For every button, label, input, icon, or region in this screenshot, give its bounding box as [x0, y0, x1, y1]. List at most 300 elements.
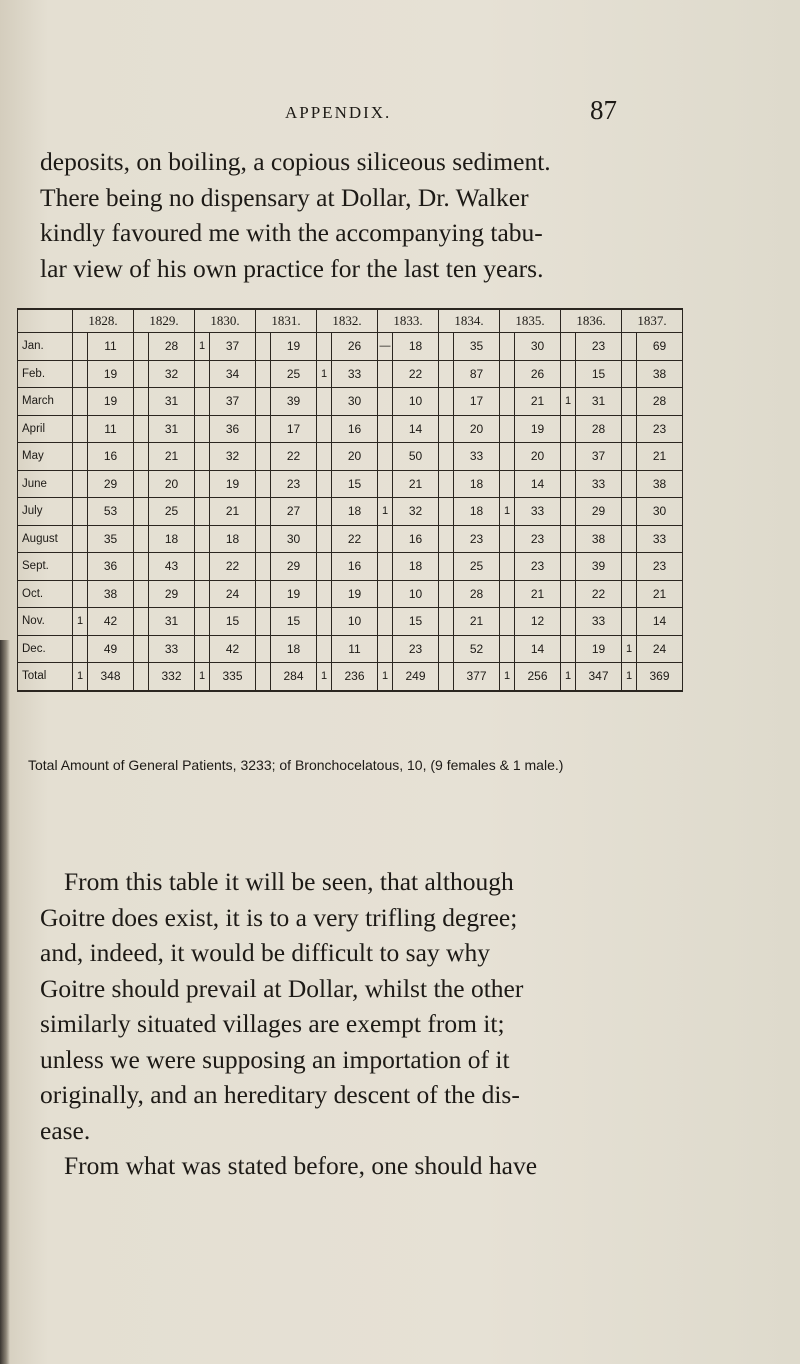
goitre-count-cell — [195, 580, 210, 608]
goitre-count-cell — [378, 388, 393, 416]
patient-count-cell: 30 — [637, 498, 683, 526]
goitre-count-cell — [317, 333, 332, 361]
patient-count-cell: 33 — [576, 470, 622, 498]
goitre-count-cell — [439, 443, 454, 471]
goitre-count-cell: 1 — [317, 360, 332, 388]
patient-count-cell: 31 — [149, 388, 195, 416]
patient-count-cell: 69 — [637, 333, 683, 361]
goitre-count-cell — [561, 553, 576, 581]
patient-count-cell: 28 — [454, 580, 500, 608]
patient-count-cell: 33 — [576, 608, 622, 636]
goitre-count-cell — [500, 388, 515, 416]
total-row — [18, 663, 683, 691]
month-row — [18, 443, 683, 471]
patient-count-cell: 22 — [576, 580, 622, 608]
goitre-count-cell — [256, 333, 271, 361]
patient-count-cell: 18 — [393, 553, 439, 581]
goitre-count-cell — [134, 443, 149, 471]
table-caption: Total Amount of General Patients, 3233; of Bronchocelatous, 10, (9 females & 1 male.) — [28, 757, 564, 773]
goitre-count-cell — [73, 553, 88, 581]
goitre-count-cell — [134, 388, 149, 416]
goitre-count-cell: 1 — [378, 498, 393, 526]
goitre-count-cell — [622, 498, 637, 526]
goitre-count-cell — [500, 333, 515, 361]
intro-paragraph — [40, 144, 551, 286]
patient-count-cell: 249 — [393, 663, 439, 691]
year-header: 1837. — [622, 309, 683, 333]
patient-count-cell: 236 — [332, 663, 378, 691]
patient-count-cell: 10 — [393, 580, 439, 608]
text-line: From this table it will be seen, that although — [64, 867, 514, 896]
year-header: 1835. — [500, 309, 561, 333]
goitre-count-cell — [256, 580, 271, 608]
goitre-count-cell — [195, 415, 210, 443]
patient-count-cell: 21 — [454, 608, 500, 636]
patient-count-cell: 23 — [515, 525, 561, 553]
goitre-count-cell — [195, 443, 210, 471]
goitre-count-cell — [378, 415, 393, 443]
goitre-count-cell — [439, 415, 454, 443]
patient-count-cell: 18 — [454, 498, 500, 526]
patient-count-cell: 19 — [271, 580, 317, 608]
year-header: 1832. — [317, 309, 378, 333]
year-header: 1834. — [439, 309, 500, 333]
book-spine-shadow — [0, 640, 10, 1364]
goitre-count-cell — [378, 360, 393, 388]
year-header: 1830. — [195, 309, 256, 333]
goitre-count-cell — [622, 415, 637, 443]
goitre-count-cell — [317, 608, 332, 636]
goitre-count-cell — [134, 525, 149, 553]
goitre-count-cell: 1 — [561, 388, 576, 416]
goitre-count-cell — [439, 553, 454, 581]
patient-count-cell: 17 — [454, 388, 500, 416]
goitre-count-cell — [317, 635, 332, 663]
goitre-count-cell: 1 — [500, 498, 515, 526]
patient-count-cell: 31 — [149, 608, 195, 636]
goitre-count-cell — [622, 360, 637, 388]
patient-count-cell: 15 — [332, 470, 378, 498]
patient-count-cell: 38 — [88, 580, 134, 608]
body-paragraph — [40, 864, 538, 1184]
month-row — [18, 415, 683, 443]
patient-count-cell: 30 — [271, 525, 317, 553]
year-header: 1836. — [561, 309, 622, 333]
patient-count-cell: 377 — [454, 663, 500, 691]
goitre-count-cell — [378, 525, 393, 553]
patient-count-cell: 369 — [637, 663, 683, 691]
text-line: From what was stated before, one should have — [64, 1151, 538, 1180]
goitre-count-cell — [256, 663, 271, 691]
patient-count-cell: 22 — [271, 443, 317, 471]
goitre-count-cell — [73, 415, 88, 443]
patient-count-cell: 21 — [515, 580, 561, 608]
goitre-count-cell — [73, 443, 88, 471]
patient-count-cell: 16 — [393, 525, 439, 553]
goitre-count-cell — [317, 525, 332, 553]
goitre-count-cell — [561, 360, 576, 388]
patient-count-cell: 29 — [88, 470, 134, 498]
text-line: and, indeed, it would be difficult to say why — [40, 938, 490, 967]
patient-count-cell: 31 — [576, 388, 622, 416]
patient-count-cell: 50 — [393, 443, 439, 471]
month-label: Jan. — [18, 333, 73, 361]
goitre-count-cell — [256, 608, 271, 636]
goitre-count-cell — [195, 388, 210, 416]
month-row — [18, 333, 683, 361]
goitre-count-cell — [134, 663, 149, 691]
month-label: Dec. — [18, 635, 73, 663]
patient-count-cell: 21 — [515, 388, 561, 416]
goitre-count-cell: 1 — [195, 333, 210, 361]
patient-count-cell: 11 — [88, 415, 134, 443]
goitre-count-cell — [73, 525, 88, 553]
goitre-count-cell — [500, 553, 515, 581]
year-header: 1828. — [73, 309, 134, 333]
month-label: May — [18, 443, 73, 471]
goitre-count-cell: — — [378, 333, 393, 361]
patient-count-cell: 34 — [210, 360, 256, 388]
patient-count-cell: 25 — [149, 498, 195, 526]
goitre-count-cell: 1 — [317, 663, 332, 691]
goitre-count-cell — [500, 580, 515, 608]
month-label: March — [18, 388, 73, 416]
year-header: 1831. — [256, 309, 317, 333]
text-line: deposits, on boiling, a copious siliceous sediment. — [40, 147, 551, 176]
patient-count-cell: 332 — [149, 663, 195, 691]
goitre-count-cell — [134, 635, 149, 663]
goitre-count-cell: 1 — [622, 663, 637, 691]
goitre-count-cell — [317, 415, 332, 443]
year-header: 1833. — [378, 309, 439, 333]
patient-count-cell: 23 — [454, 525, 500, 553]
month-row — [18, 635, 683, 663]
month-label: August — [18, 525, 73, 553]
goitre-count-cell: 1 — [500, 663, 515, 691]
goitre-count-cell — [561, 525, 576, 553]
goitre-count-cell — [256, 553, 271, 581]
patient-count-cell: 25 — [271, 360, 317, 388]
patient-count-cell: 43 — [149, 553, 195, 581]
patient-count-cell: 19 — [210, 470, 256, 498]
month-row — [18, 580, 683, 608]
month-label: Oct. — [18, 580, 73, 608]
goitre-count-cell — [378, 635, 393, 663]
goitre-count-cell — [439, 608, 454, 636]
goitre-count-cell — [256, 635, 271, 663]
patient-count-cell: 256 — [515, 663, 561, 691]
goitre-count-cell — [73, 470, 88, 498]
patient-count-cell: 26 — [332, 333, 378, 361]
patient-count-cell: 49 — [88, 635, 134, 663]
patient-count-cell: 28 — [637, 388, 683, 416]
text-line: lar view of his own practice for the last ten years. — [40, 253, 544, 283]
patient-count-cell: 38 — [637, 470, 683, 498]
goitre-count-cell — [134, 470, 149, 498]
patient-count-cell: 37 — [210, 333, 256, 361]
patient-count-cell: 18 — [454, 470, 500, 498]
goitre-count-cell — [378, 580, 393, 608]
goitre-count-cell — [622, 553, 637, 581]
goitre-count-cell — [561, 443, 576, 471]
patient-count-cell: 28 — [149, 333, 195, 361]
goitre-count-cell — [317, 498, 332, 526]
patient-count-cell: 11 — [332, 635, 378, 663]
goitre-count-cell — [378, 470, 393, 498]
patient-count-cell: 24 — [637, 635, 683, 663]
patient-count-cell: 33 — [332, 360, 378, 388]
patient-count-cell: 29 — [271, 553, 317, 581]
patient-count-cell: 23 — [393, 635, 439, 663]
goitre-count-cell — [439, 580, 454, 608]
goitre-count-cell — [500, 415, 515, 443]
patient-count-cell: 20 — [515, 443, 561, 471]
goitre-count-cell — [439, 635, 454, 663]
goitre-count-cell — [561, 333, 576, 361]
goitre-count-cell — [195, 498, 210, 526]
goitre-count-cell — [256, 415, 271, 443]
page-header — [0, 95, 800, 125]
patient-count-cell: 23 — [271, 470, 317, 498]
goitre-count-cell — [256, 360, 271, 388]
patient-count-cell: 18 — [332, 498, 378, 526]
goitre-count-cell — [622, 608, 637, 636]
patient-count-cell: 11 — [88, 333, 134, 361]
goitre-count-cell: 1 — [73, 663, 88, 691]
patient-count-cell: 21 — [149, 443, 195, 471]
goitre-count-cell — [622, 525, 637, 553]
text-line: similarly situated villages are exempt from it; — [40, 1009, 505, 1038]
year-header-row — [18, 309, 683, 333]
patient-count-cell: 335 — [210, 663, 256, 691]
patient-count-cell: 14 — [515, 470, 561, 498]
goitre-count-cell — [195, 635, 210, 663]
patient-count-cell: 20 — [454, 415, 500, 443]
goitre-count-cell — [73, 333, 88, 361]
patient-count-cell: 35 — [454, 333, 500, 361]
patient-count-cell: 87 — [454, 360, 500, 388]
goitre-count-cell — [561, 470, 576, 498]
patient-count-cell: 22 — [393, 360, 439, 388]
goitre-count-cell: 1 — [73, 608, 88, 636]
patient-count-cell: 19 — [515, 415, 561, 443]
goitre-count-cell — [378, 443, 393, 471]
patient-count-cell: 18 — [149, 525, 195, 553]
patient-count-cell: 28 — [576, 415, 622, 443]
patient-count-cell: 17 — [271, 415, 317, 443]
goitre-count-cell — [134, 498, 149, 526]
month-label: April — [18, 415, 73, 443]
goitre-count-cell — [73, 360, 88, 388]
patient-count-cell: 16 — [332, 553, 378, 581]
goitre-count-cell — [256, 443, 271, 471]
patient-count-cell: 36 — [88, 553, 134, 581]
patient-count-cell: 32 — [210, 443, 256, 471]
month-row — [18, 470, 683, 498]
patient-count-cell: 33 — [637, 525, 683, 553]
patient-count-cell: 33 — [149, 635, 195, 663]
goitre-count-cell — [134, 553, 149, 581]
goitre-count-cell — [317, 388, 332, 416]
goitre-count-cell — [622, 580, 637, 608]
goitre-count-cell — [439, 333, 454, 361]
goitre-count-cell — [500, 360, 515, 388]
patient-count-cell: 10 — [332, 608, 378, 636]
goitre-count-cell — [622, 388, 637, 416]
text-line: unless we were supposing an importation of it — [40, 1044, 510, 1074]
patients-table — [17, 308, 683, 692]
patient-count-cell: 15 — [576, 360, 622, 388]
patient-count-cell: 29 — [149, 580, 195, 608]
patient-count-cell: 33 — [515, 498, 561, 526]
patient-count-cell: 284 — [271, 663, 317, 691]
running-head: APPENDIX. — [285, 103, 392, 122]
patient-count-cell: 26 — [515, 360, 561, 388]
page-number: 87 — [590, 95, 617, 125]
goitre-count-cell — [195, 360, 210, 388]
text-line: There being no dispensary at Dollar, Dr. Walker — [40, 182, 529, 212]
patient-count-cell: 22 — [332, 525, 378, 553]
goitre-count-cell — [561, 415, 576, 443]
goitre-count-cell: 1 — [378, 663, 393, 691]
patient-count-cell: 37 — [210, 388, 256, 416]
patient-count-cell: 19 — [88, 388, 134, 416]
goitre-count-cell — [256, 470, 271, 498]
goitre-count-cell — [73, 388, 88, 416]
goitre-count-cell — [134, 415, 149, 443]
patient-count-cell: 23 — [637, 553, 683, 581]
patient-count-cell: 14 — [393, 415, 439, 443]
goitre-count-cell — [195, 608, 210, 636]
month-row — [18, 553, 683, 581]
goitre-count-cell — [195, 470, 210, 498]
month-label: Nov. — [18, 608, 73, 636]
patient-count-cell: 30 — [515, 333, 561, 361]
patient-count-cell: 27 — [271, 498, 317, 526]
month-row — [18, 388, 683, 416]
goitre-count-cell — [134, 360, 149, 388]
patient-count-cell: 15 — [271, 608, 317, 636]
goitre-count-cell — [439, 525, 454, 553]
patient-count-cell: 14 — [637, 608, 683, 636]
month-row — [18, 608, 683, 636]
patient-count-cell: 21 — [637, 443, 683, 471]
goitre-count-cell — [378, 608, 393, 636]
header-corner-cell — [18, 309, 73, 333]
patient-count-cell: 35 — [88, 525, 134, 553]
goitre-count-cell — [500, 635, 515, 663]
goitre-count-cell — [195, 525, 210, 553]
goitre-count-cell — [500, 608, 515, 636]
month-label: Sept. — [18, 553, 73, 581]
goitre-count-cell — [561, 608, 576, 636]
goitre-count-cell — [317, 443, 332, 471]
patient-count-cell: 10 — [393, 388, 439, 416]
goitre-count-cell — [134, 608, 149, 636]
patient-count-cell: 23 — [515, 553, 561, 581]
patient-count-cell: 20 — [149, 470, 195, 498]
goitre-count-cell — [561, 498, 576, 526]
patient-count-cell: 16 — [88, 443, 134, 471]
patient-count-cell: 31 — [149, 415, 195, 443]
patient-count-cell: 42 — [88, 608, 134, 636]
goitre-count-cell — [195, 553, 210, 581]
patient-count-cell: 30 — [332, 388, 378, 416]
patient-count-cell: 19 — [271, 333, 317, 361]
month-row — [18, 360, 683, 388]
goitre-count-cell — [317, 580, 332, 608]
patient-count-cell: 19 — [576, 635, 622, 663]
goitre-count-cell — [622, 443, 637, 471]
goitre-count-cell — [439, 498, 454, 526]
patient-count-cell: 38 — [576, 525, 622, 553]
goitre-count-cell — [439, 663, 454, 691]
goitre-count-cell — [439, 388, 454, 416]
month-row — [18, 498, 683, 526]
goitre-count-cell — [256, 388, 271, 416]
patient-count-cell: 23 — [637, 415, 683, 443]
goitre-count-cell — [439, 470, 454, 498]
goitre-count-cell — [317, 470, 332, 498]
text-line: kindly favoured me with the accompanying tabu- — [40, 218, 543, 247]
patient-count-cell: 39 — [271, 388, 317, 416]
goitre-count-cell — [378, 553, 393, 581]
patient-count-cell: 22 — [210, 553, 256, 581]
patient-count-cell: 16 — [332, 415, 378, 443]
patient-count-cell: 348 — [88, 663, 134, 691]
patient-count-cell: 23 — [576, 333, 622, 361]
patient-count-cell: 15 — [210, 608, 256, 636]
patient-count-cell: 38 — [637, 360, 683, 388]
text-line: originally, and an hereditary descent of the dis- — [40, 1080, 520, 1109]
patient-count-cell: 19 — [332, 580, 378, 608]
patient-count-cell: 20 — [332, 443, 378, 471]
patient-count-cell: 14 — [515, 635, 561, 663]
patient-count-cell: 12 — [515, 608, 561, 636]
goitre-count-cell — [134, 580, 149, 608]
month-label: July — [18, 498, 73, 526]
goitre-count-cell — [561, 580, 576, 608]
patient-count-cell: 347 — [576, 663, 622, 691]
patient-count-cell: 21 — [210, 498, 256, 526]
year-header: 1829. — [134, 309, 195, 333]
goitre-count-cell — [500, 470, 515, 498]
patient-count-cell: 39 — [576, 553, 622, 581]
goitre-count-cell — [256, 498, 271, 526]
goitre-count-cell — [500, 443, 515, 471]
goitre-count-cell — [439, 360, 454, 388]
month-row — [18, 525, 683, 553]
patient-count-cell: 18 — [393, 333, 439, 361]
patient-count-cell: 36 — [210, 415, 256, 443]
goitre-count-cell — [134, 333, 149, 361]
goitre-count-cell — [500, 525, 515, 553]
text-line: ease. — [40, 1115, 91, 1145]
goitre-count-cell — [622, 470, 637, 498]
patient-count-cell: 15 — [393, 608, 439, 636]
month-label: Feb. — [18, 360, 73, 388]
patient-count-cell: 24 — [210, 580, 256, 608]
goitre-count-cell — [256, 525, 271, 553]
text-line: Goitre should prevail at Dollar, whilst the other — [40, 973, 524, 1003]
patient-count-cell: 33 — [454, 443, 500, 471]
text-line: Goitre does exist, it is to a very trifling degree; — [40, 902, 518, 932]
goitre-count-cell — [317, 553, 332, 581]
goitre-count-cell — [73, 635, 88, 663]
patient-count-cell: 21 — [393, 470, 439, 498]
goitre-count-cell — [73, 580, 88, 608]
patient-count-cell: 18 — [210, 525, 256, 553]
